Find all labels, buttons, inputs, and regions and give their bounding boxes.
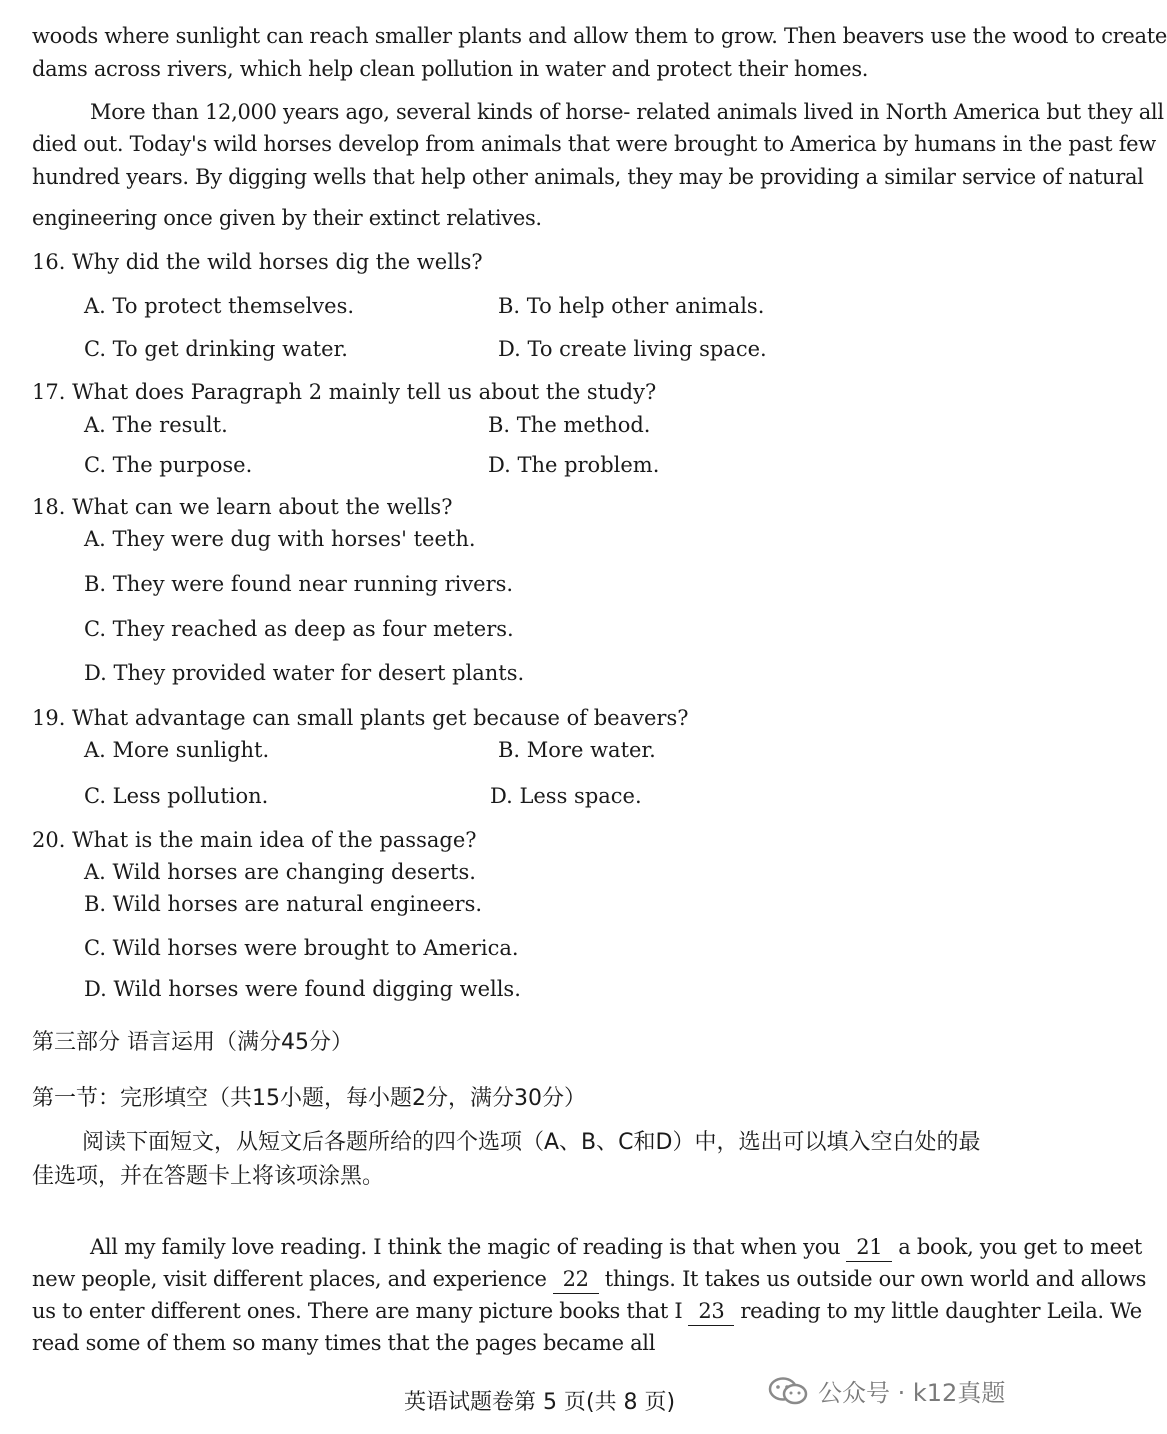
q19-option-a: A. More sunlight. [84, 738, 270, 762]
passage-line: dams across rivers, which help clean pollution in water and protect their homes. [32, 57, 869, 81]
instructions-line: 阅读下面短文，从短文后各题所给的四个选项（A、B、C和D）中，选出可以填入空白处的最 [82, 1130, 981, 1155]
wechat-icon [768, 1376, 808, 1406]
q18-option-c: C. They reached as deep as four meters. [84, 617, 514, 641]
q20-option-d: D. Wild horses were found digging wells. [84, 977, 521, 1001]
q17-option-d: D. The problem. [488, 453, 660, 477]
question-18-stem: 18. What can we learn about the wells? [32, 495, 453, 519]
q17-option-a: A. The result. [84, 413, 228, 437]
cloze-text: new people, visit different places, and experience [32, 1267, 547, 1291]
passage-line: More than 12,000 years ago, several kinds of horse- related animals lived in North America but they all [90, 100, 1164, 124]
q18-option-d: D. They provided water for desert plants. [84, 661, 525, 685]
q19-option-b: B. More water. [498, 738, 656, 762]
q20-option-a: A. Wild horses are changing deserts. [84, 860, 476, 884]
cloze-text: things. It takes us outside our own world and allows [604, 1267, 1147, 1291]
cloze-blank-23: 23 [688, 1297, 734, 1326]
cloze-text: a book, you get to meet [898, 1235, 1143, 1259]
cloze-line [90, 1233, 1143, 1262]
page-footer: 英语试题卷第 5 页(共 8 页) [404, 1390, 676, 1415]
q20-option-c: C. Wild horses were brought to America. [84, 936, 519, 960]
passage-line: woods where sunlight can reach smaller plants and allow them to grow. Then beavers use the wood to create [32, 24, 1167, 48]
part3-title: 第三部分 语言运用（满分45分） [32, 1030, 353, 1055]
q17-option-c: C. The purpose. [84, 453, 253, 477]
cloze-text: All my family love reading. I think the magic of reading is that when you [90, 1235, 841, 1259]
cloze-line: read some of them so many times that the pages became all [32, 1331, 656, 1355]
cloze-text: us to enter different ones. There are many picture books that I [32, 1299, 683, 1323]
passage-line: died out. Today's wild horses develop from animals that were brought to America by humans in the past few [32, 132, 1156, 156]
passage-line: engineering once given by their extinct relatives. [32, 206, 542, 230]
question-19-stem: 19. What advantage can small plants get because of beavers? [32, 706, 689, 730]
q19-option-d: D. Less space. [490, 784, 642, 808]
q16-option-a: A. To protect themselves. [84, 294, 355, 318]
cloze-blank-22: 22 [553, 1265, 599, 1294]
instructions-line: 佳选项，并在答题卡上将该项涂黑。 [32, 1164, 385, 1189]
q17-option-b: B. The method. [488, 413, 651, 437]
cloze-line [32, 1265, 1147, 1294]
passage-line: hundred years. By digging wells that help other animals, they may be providing a similar service of natural [32, 165, 1144, 189]
watermark-text: 公众号 · k12真题 [818, 1379, 1006, 1407]
q16-option-c: C. To get drinking water. [84, 337, 348, 361]
section1-title: 第一节：完形填空（共15小题，每小题2分，满分30分） [32, 1086, 586, 1111]
cloze-line [32, 1297, 1142, 1326]
q18-option-a: A. They were dug with horses' teeth. [84, 527, 476, 551]
cloze-text: reading to my little daughter Leila. We [740, 1299, 1142, 1323]
watermark [768, 1373, 1005, 1408]
question-17-stem: 17. What does Paragraph 2 mainly tell us about the study? [32, 380, 657, 404]
q18-option-b: B. They were found near running rivers. [84, 572, 514, 596]
q20-option-b: B. Wild horses are natural engineers. [84, 892, 483, 916]
question-16-stem: 16. Why did the wild horses dig the wells? [32, 250, 483, 274]
q16-option-d: D. To create living space. [498, 337, 767, 361]
q19-option-c: C. Less pollution. [84, 784, 269, 808]
cloze-blank-21: 21 [846, 1233, 892, 1262]
question-20-stem: 20. What is the main idea of the passage? [32, 828, 477, 852]
q16-option-b: B. To help other animals. [498, 294, 765, 318]
